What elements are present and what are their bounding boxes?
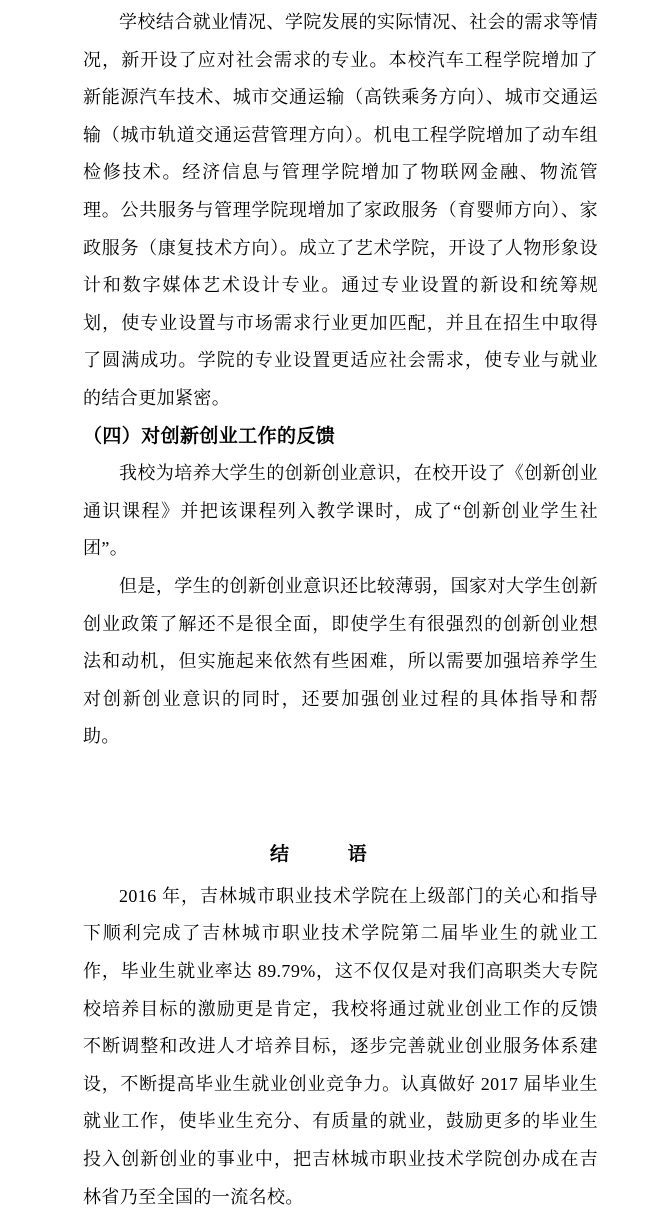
paragraph-conclusion: 2016 年，吉林城市职业技术学院在上级部门的关心和指导下顺利完成了吉林城市职业技术学院第二届毕业生的就业工作，毕业生就业率达 89.79%，这不仅仅是对我们高职类大专院校培养目标的激励更是肯定，我校将通过就业创业工作的反馈不断调整和改进人才培养目标，逐步完善就业创业服务体系建设，不断提高毕业生就业创业竞争力。认真做好 2017 届毕业生就业工作，使毕业生充分、有质量的就业，鼓励更多的毕业生投入创新创业的事业中，把吉林城市职业技术学院创办成在吉林省乃至全国的一流名校。 [83,885,598,1207]
paragraph-innovation-challenges: 但是，学生的创新创业意识还比较薄弱，国家对大学生创新创业政策了解还不是很全面，即使学生有很强烈的创新创业想法和动机，但实施起来依然有些困难，所以需要加强培养学生对创新创业意识的同时，还要加强创业过程的具体指导和帮助。 [83,575,598,747]
paragraph-major-adjustments: 学校结合就业情况、学院发展的实际情况、社会的需求等情况，新开设了应对社会需求的专业。本校汽车工程学院增加了新能源汽车技术、城市交通运输（高铁乘务方向）、城市交通运输（城市轨道交通运营管理方向）。机电工程学院增加了动车组检修技术。经济信息与管理学院增加了物联网金融、物流管理。公共服务与管理学院现增加了家政服务（育婴师方向）、家政服务（康复技术方向）。成立了艺术学院，开设了人物形象设计和数字媒体艺术设计专业。通过专业设置的新设和统筹规划，使专业设置与市场需求行业更加匹配，并且在招生中取得了圆满成功。学院的专业设置更适应社会需求，使专业与就业的结合更加紧密。 [83,12,598,408]
paragraph-innovation-courses: 我校为培养大学生的创新创业意识，在校开设了《创新创业通识课程》并把该课程列入教学课时，成了“创新创业学生社团”。 [83,463,598,559]
heading-innovation-feedback: （四）对创新创业工作的反馈 [83,425,336,447]
heading-conclusion: 结 语 [269,843,367,865]
